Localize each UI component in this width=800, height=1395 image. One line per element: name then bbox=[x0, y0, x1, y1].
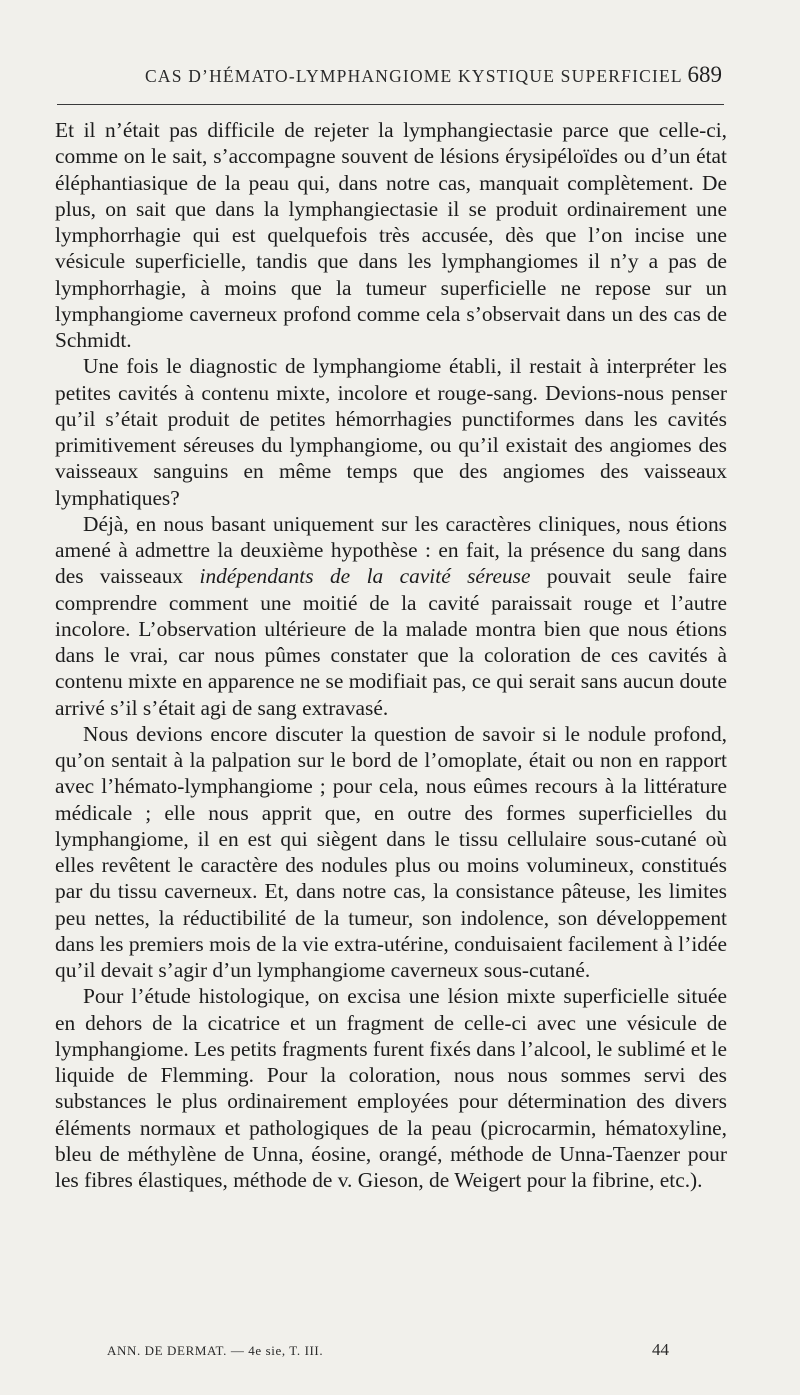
paragraph-text: Et il n’était pas difficile de rejeter la lymphangiectasie parce que celle-ci, comme on le sait, s’accompagne souvent de lésions érysipéloïdes ou d’un état éléphantiasique de la peau qui, dans notre cas, manquait complètement. De plus, on sait que dans la lymphangiectasie il se produit ordinairement une lymphorrhagie qui est quelquefois très accusée, dès que l’on incise une vésicule superficielle, tandis que dans les lymphangiomes il n’y a pas de lymphorrhagie, à moins que la tumeur superficielle ne repose sur un lymphangiome caverneux profond comme cela s’observait dans un des cas de Schmidt. bbox=[55, 118, 727, 352]
paragraph-text: Nous devions encore discuter la question de savoir si le nodule profond, qu’on sentait à la palpation sur le bord de l’omoplate, était ou non en rapport avec l’hémato-lymphangiome ; pour cela, nous eûmes recours à la littérature médicale ; elle nous apprit que, en outre des formes superficielles du lymphangiome, il en est qui siègent dans le tissu cellulaire sous-cutané où elles revêtent le caractère des nodules plus ou moins volumineux, constitués par du tissu caverneux. Et, dans notre cas, la consistance pâteuse, les limites peu nettes, la réductibilité de la tumeur, son indolence, son développement dans les premiers mois de la vie extra-utérine, conduisaient facilement à l’idée qu’il devait s’agir d’un lymphangiome caverneux sous-cutané. bbox=[55, 721, 727, 982]
paragraph-text: Pour l’étude histologique, on excisa une lésion mixte superficielle située en dehors de la cicatrice et un fragment de celle-ci avec une vésicule de lymphangiome. Les petits fragments furent fixés dans l’alcool, le sublimé et le liquide de Flemming. Pour la coloration, nous nous sommes servi des substances le plus ordinairement employées pour détermination des divers éléments normaux et pathologiques de la peau (picrocarmin, hématoxyline, bleu de méthylène de Unna, éosine, orangé, méthode de Unna-Taenzer pour les fibres élastiques, méthode de v. Gieson, de Weigert pour la fibrine, etc.). bbox=[55, 984, 727, 1192]
footer-journal-reference: ANN. DE DERMAT. — 4e sie, T. III. bbox=[107, 1343, 324, 1358]
paragraph-text: Une fois le diagnostic de lymphangiome établi, il restait à interpréter les petites cavités à contenu mixte, incolore et rouge-sang. Devions-nous penser qu’il s’était produit de petites hémorrhagies punctiformes dans les cavités primitivement séreuses du lymphangiome, ou qu’il existait des angiomes des vaisseaux sanguins en même temps que des angiomes des vaisseaux lymphatiques? bbox=[55, 354, 727, 510]
running-head-title: CAS D’HÉMATO-LYMPHANGIOME KYSTIQUE SUPERFICIEL bbox=[145, 66, 683, 86]
page-number: 689 bbox=[687, 62, 722, 87]
paragraph bbox=[55, 353, 727, 511]
running-head bbox=[55, 62, 722, 92]
italic-emphasis: indépendants de la cavité séreuse bbox=[199, 564, 531, 589]
paragraph bbox=[55, 721, 727, 984]
paragraph bbox=[55, 983, 727, 1193]
paragraph bbox=[55, 117, 727, 353]
page-footer bbox=[55, 1340, 722, 1364]
body-text bbox=[55, 117, 727, 1193]
paragraph bbox=[55, 511, 727, 721]
signature-mark: 44 bbox=[652, 1340, 669, 1359]
paragraph-text: Déjà, en nous basant uniquement sur les caractères cliniques, nous étions amené à admettre la deuxième hypothèse : en fait, la présence du sang dans des vaisseaux bbox=[55, 511, 727, 589]
paragraph-text: pouvait seule faire comprendre comment une moitié de la cavité paraissait rouge et l’autre incolore. L’observation ultérieure de la malade montra bien que nous étions dans le vrai, car nous pûmes constater que la coloration de ces cavités à contenu mixte en apparence ne se modifiait pas, ce qui serait sans aucun doute arrivé s’il s’était agi de sang extravasé. bbox=[55, 564, 727, 720]
header-rule bbox=[57, 104, 724, 105]
